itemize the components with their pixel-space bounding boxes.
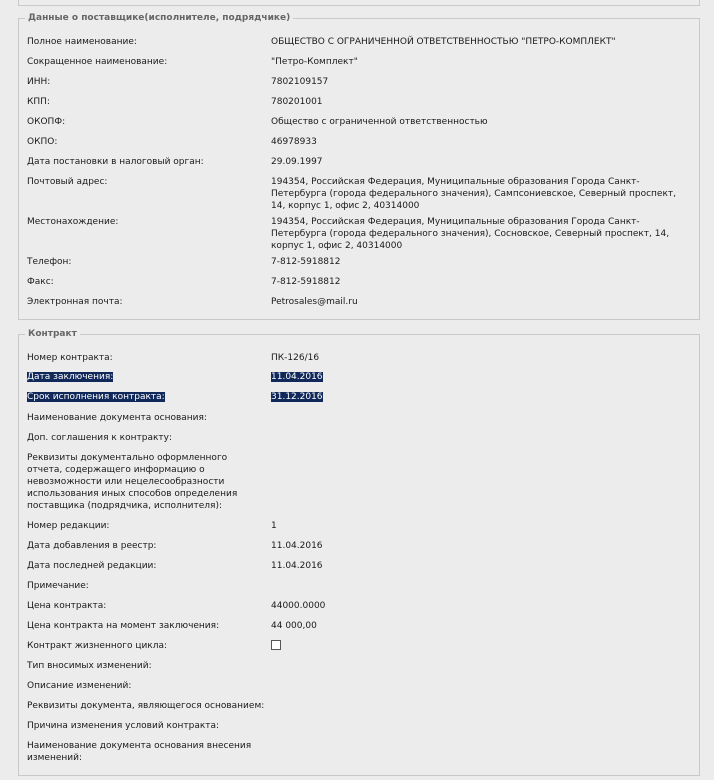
field-label: Телефон: bbox=[27, 257, 72, 267]
field-label bbox=[27, 391, 267, 403]
supplier-fieldset bbox=[18, 13, 700, 320]
field-label: Дата последней редакции: bbox=[27, 561, 157, 571]
field-value bbox=[271, 371, 681, 383]
field-value: Общество с ограниченной ответственностью bbox=[271, 117, 488, 127]
field-value: Petrosales@mail.ru bbox=[271, 297, 358, 307]
field-label: Контракт жизненного цикла: bbox=[27, 641, 168, 651]
field-label: Местонахождение: bbox=[27, 217, 119, 227]
field-label: Причина изменения условий контракта: bbox=[27, 721, 220, 731]
field-label: Тип вносимых изменений: bbox=[27, 661, 152, 671]
field-label: Номер контракта: bbox=[27, 353, 113, 363]
field-label: Факс: bbox=[27, 277, 54, 287]
field-label: Сокращенное наименование: bbox=[27, 57, 168, 67]
field-value: "Петро-Комплект" bbox=[271, 57, 358, 67]
field-value: 194354, Российская Федерация, Муниципальные образования Города Санкт-Петербурга (города федерального значения), Сосновское, Северный проспект, 14, корпус 1, офис 2, 40314000 bbox=[271, 217, 670, 251]
field-label: Реквизиты документально оформленного отчета, содержащего информацию о невозможности или нецелесообразности использования иных способов определения поставщика (подрядчика, исполнителя): bbox=[27, 453, 238, 511]
field-label: Электронная почта: bbox=[27, 297, 123, 307]
field-value: 11.04.2016 bbox=[271, 541, 323, 551]
field-value: 29.09.1997 bbox=[271, 157, 323, 167]
previous-section-border bbox=[18, 0, 700, 6]
field-value: ПК-126/16 bbox=[271, 353, 320, 363]
field-value: 44000.0000 bbox=[271, 601, 326, 611]
field-label: Наименование документа основания внесения изменений: bbox=[27, 741, 252, 763]
field-label: ИНН: bbox=[27, 77, 51, 87]
field-label: Описание изменений: bbox=[27, 681, 132, 691]
field-value: 7-812-5918812 bbox=[271, 257, 341, 267]
field-label: Примечание: bbox=[27, 581, 89, 591]
selected-text: Срок исполнения контракта: bbox=[27, 392, 165, 402]
supplier-legend: Данные о поставщике(исполнителе, подрядчике) bbox=[25, 13, 293, 24]
field-label: Дата добавления в реестр: bbox=[27, 541, 157, 551]
field-value bbox=[271, 640, 681, 654]
field-label: Дата постановки в налоговый орган: bbox=[27, 157, 204, 167]
field-value: 7802109157 bbox=[271, 77, 329, 87]
field-label: Цена контракта на момент заключения: bbox=[27, 621, 220, 631]
field-label: Цена контракта: bbox=[27, 601, 107, 611]
field-label: Номер редакции: bbox=[27, 521, 110, 531]
field-value: 46978933 bbox=[271, 137, 317, 147]
field-value: ОБЩЕСТВО С ОГРАНИЧЕННОЙ ОТВЕТСТВЕННОСТЬЮ "ПЕТРО-КОМПЛЕКТ" bbox=[271, 37, 616, 47]
field-value: 44 000,00 bbox=[271, 621, 317, 631]
field-value bbox=[271, 391, 681, 403]
selected-text: Дата заключения: bbox=[27, 372, 114, 382]
field-label: Доп. соглашения к контракту: bbox=[27, 433, 173, 443]
field-label bbox=[27, 371, 267, 383]
field-value: 1 bbox=[271, 521, 277, 531]
field-label: ОКОПФ: bbox=[27, 117, 66, 127]
field-label: Полное наименование: bbox=[27, 37, 137, 47]
field-label: Наименование документа основания: bbox=[27, 413, 207, 423]
field-label: Почтовый адрес: bbox=[27, 177, 108, 187]
field-value: 194354, Российская Федерация, Муниципальные образования Города Санкт-Петербурга (города федерального значения), Сампсониевское, Северный проспект, 14, корпус 1, офис 2, 40314000 bbox=[271, 177, 676, 211]
selected-text: 31.12.2016 bbox=[271, 392, 323, 402]
field-label: ОКПО: bbox=[27, 137, 58, 147]
selected-text: 11.04.2016 bbox=[271, 372, 323, 382]
lifecycle-checkbox[interactable] bbox=[271, 640, 281, 650]
field-value: 7-812-5918812 bbox=[271, 277, 341, 287]
field-label: КПП: bbox=[27, 97, 50, 107]
contract-fieldset bbox=[18, 329, 700, 776]
field-value: 780201001 bbox=[271, 97, 323, 107]
field-label: Реквизиты документа, являющегося основанием: bbox=[27, 701, 265, 711]
contract-legend: Контракт bbox=[25, 329, 80, 340]
field-value: 11.04.2016 bbox=[271, 561, 323, 571]
